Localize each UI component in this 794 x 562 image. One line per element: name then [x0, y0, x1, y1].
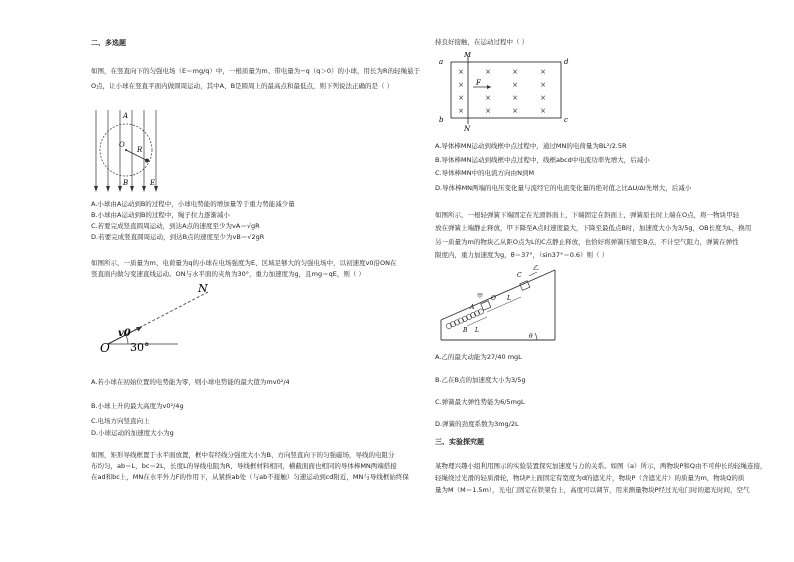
q3-label-d: d [564, 58, 569, 66]
q4-label-B: B [463, 327, 468, 334]
q3-field-x: × [540, 81, 546, 89]
q3-option-c: C.导体棒MN中的电流方向由N到M [435, 169, 535, 177]
q3-label-F: F [476, 79, 481, 87]
q4-option-b: B.乙在B点的加速度大小为3/5g [435, 376, 526, 384]
q5-text-line2: 轻绳绕过光滑的轻质滑轮，物块P上面固定有宽度为d的遮光片，物块P（含遮光片）的质量为m，物块Q的质 [435, 474, 745, 482]
q3-field-x: × [458, 68, 464, 76]
q4-label-L1: L [507, 295, 511, 302]
q3-field-x: × [458, 107, 464, 115]
q2-option-c: C.电场方向竖直向上 [91, 417, 150, 425]
q3-cont-text: 持良好接触，在运动过程中（ ） [435, 38, 529, 46]
q3-label-b: b [439, 116, 444, 124]
q2-option-b: B.小球上升的最大高度为v0²/4g [91, 402, 184, 410]
q3-option-b: B.导体棒MN运动到线框中点过程中，线框abcd中电流功率先增大，后减小 [435, 156, 650, 164]
q1-option-c: C.若要完成竖直圆周运动，到达A点的速度至少为vA＝√gR [91, 222, 260, 230]
q3-field-x: × [512, 68, 518, 76]
q3-field-x: × [512, 107, 518, 115]
q3-text-line2: 布均匀，ab＝L，bc＝2L，长度L的导线电阻为R，导线框材料相同，横截面面也相同的导体棒MN两端搭接 [91, 462, 397, 470]
q3-field-x: × [512, 81, 518, 89]
q1-label-R: R [137, 146, 143, 154]
q3-label-M: M [464, 52, 472, 59]
q4-label-O: O [491, 295, 496, 302]
q2-label-O: O [100, 341, 110, 355]
q1-label-A: A [123, 112, 129, 120]
q3-field-x: × [512, 94, 518, 102]
q2-option-d: D.小球运动的加速度大小为g [91, 429, 174, 437]
q3-label-N: N [464, 125, 471, 132]
q4-text-line1: 如图所示，一根轻弹簧下端固定在光滑斜面上，下端固定在斜面上，弹簧原长时上端在O点，将一物块甲轻 [435, 211, 740, 219]
q4-option-a: A.乙的最大动能为27/40 mgL [435, 353, 522, 361]
q4-text-line3: 另一质量为m的物块乙从距O点为L的C点静止释放，也恰好将弹簧压缩至B点，不计空气阻力，弹簧在弹性 [435, 238, 739, 246]
q1-text-line2: O点，让小球在竖直平面内做圆周运动，其中A、B是圆周上的最高点和最低点，则下列说法正确的是（ ） [91, 82, 394, 90]
q1-label-O: O [119, 141, 125, 149]
q3-field-x: × [458, 81, 464, 89]
right-column [397, 0, 794, 562]
q4-text-line4: 限度内，重力加速度为g，θ＝37°，（sin37°＝0.6）则（ ） [435, 251, 609, 259]
q1-label-B: B [123, 179, 129, 187]
q4-option-d: D.弹簧的劲度系数为3mg/2L [435, 420, 519, 428]
section-title-multi-choice: 二、多选题 [91, 39, 126, 47]
q1-label-E: E [150, 179, 156, 187]
q1-option-b: B.小球由A运动到B的过程中，绳子拉力逐渐减小 [91, 211, 230, 219]
q3-label-c: c [564, 116, 568, 124]
q2-text-line1: 如图所示，一质量为m、电荷量为q的小球在电场强度为E、区域足够大的匀强电场中，以初速度v0沿ON在 [91, 259, 397, 267]
q4-option-c: C.弹簧最大弹性势能为6/5mgL [435, 398, 525, 406]
q4-label-jia: 甲 [477, 293, 484, 300]
q3-field-x: × [485, 94, 491, 102]
q3-field-x: × [540, 94, 546, 102]
q4-label-L2: L [475, 327, 479, 334]
q2-text-line2: 竖直面内做匀变速直线运动。ON与水平面的夹角为30°，重力加速度为g，且mg＝qE，则（ ） [91, 270, 365, 278]
q2-figure-inclined-line [98, 280, 223, 360]
q3-field-x: × [458, 94, 464, 102]
q4-label-A: A [470, 304, 475, 311]
q4-text-line2: 放在弹簧上端静止释放，甲下降至A点时速度最大，下降至最低点B时，加速度大小为3/5g，OB长度为L，换用 [435, 224, 752, 232]
q4-label-yi: 乙 [533, 265, 540, 272]
q4-label-theta: θ [529, 333, 533, 340]
q3-field-x: × [540, 68, 546, 76]
section-title-experiment: 三、实验探究题 [435, 438, 484, 446]
q3-field-x: × [485, 107, 491, 115]
q1-figure-electric-field-circle [90, 106, 170, 194]
q1-option-a: A.小球由A运动到B的过程中，小球电势能的增加量等于重力势能减少量 [91, 200, 295, 208]
q3-figure-magnetic-frame [433, 52, 573, 132]
q3-text-line3: 在ad和bc上，MN在水平外力F的作用下，从紧挨ab处（与ab不接触）匀速运动到cd附近，MN与导线框始终保 [91, 473, 409, 481]
q3-field-x: × [540, 107, 546, 115]
q2-label-N: N [198, 282, 208, 295]
q4-figure-spring-incline [437, 262, 562, 344]
q1-option-d: D.若要完成竖直圆周运动，到达B点的速度至少为vB＝√2gR [91, 233, 265, 241]
q2-option-a: A.若小球在初始位置的电势能为零，则小球电势能的最大值为mv0²/4 [91, 378, 290, 386]
q3-label-a: a [439, 58, 444, 66]
q2-label-v0: v0 [118, 328, 131, 339]
q4-label-C: C [517, 272, 522, 279]
q3-option-d: D.导体棒MN两端的电压变化量与流经它的电流变化量的绝对值之比ΔU/ΔI先增大，后减小 [435, 184, 692, 192]
q5-text-line1: 某物理兴趣小组利用图示的实验装置探究加速度与力的关系。如图（a）所示，两物块P和Q由不可伸长的轻绳连接， [435, 462, 767, 470]
q3-text-line1: 如图，矩形导线框置于水平面放置，框中有经线分强度大小为B、方向竖直向下的匀强磁场，导线的电阻分 [91, 451, 395, 459]
q2-label-angle: 30° [130, 341, 150, 354]
q1-text-line1: 如图，在竖直向下的匀强电场（E＝mg/q）中，一根质量为m、带电量为−q（q＞0）的小球，用长为R的轻绳悬于 [91, 67, 421, 75]
q5-text-line3: 量为M（M＝1.5m），光电门固定在铁架台上，高度可以调节，用来测量物块P经过光电门时的遮光时间，空气 [435, 486, 750, 494]
q3-option-a: A.导体棒MN运动到线框中点过程中，通过MN的电荷量为BL²/2.5R [435, 142, 627, 150]
q3-field-x: × [485, 68, 491, 76]
